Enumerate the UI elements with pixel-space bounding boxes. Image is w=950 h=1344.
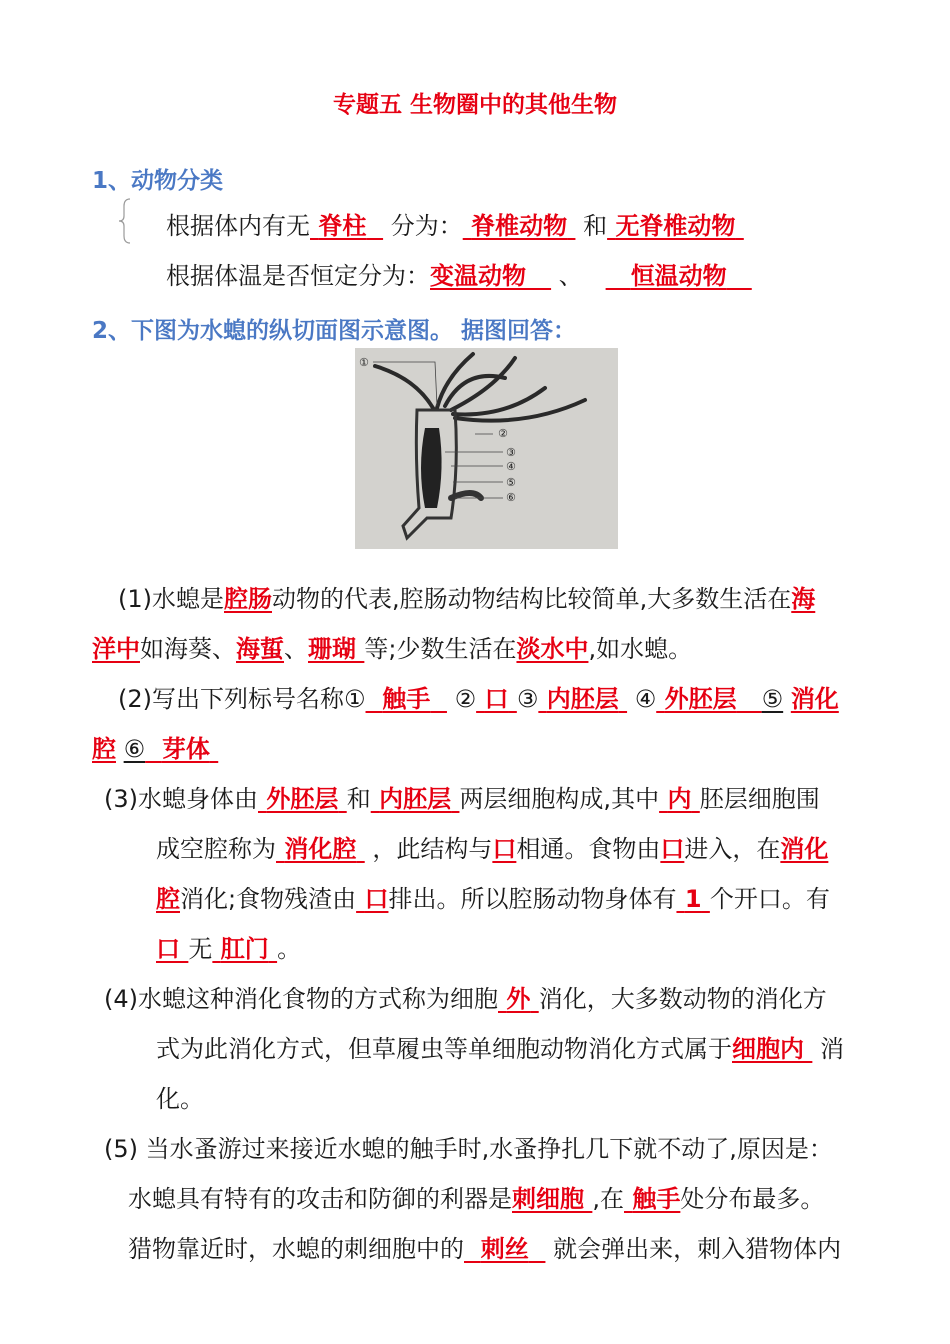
section-2-heading: 2、下图为水螅的纵切面图示意图。 据图回答： <box>92 318 577 344</box>
q3-line-4: 口 无 肛门 。 <box>156 935 302 963</box>
answer-blank: 珊瑚 <box>308 635 356 663</box>
q2-line-2: 腔 ⑥ 芽体 <box>92 734 218 764</box>
answer-blank: 内 <box>667 785 692 813</box>
answer-blank: 内胚层 <box>546 685 619 713</box>
answer-blank: 脊椎动物 <box>471 212 568 240</box>
answer-blank: 变温动物 <box>430 262 526 290</box>
answer-blank: 腔 <box>92 735 116 763</box>
q5-line-3: 猎物靠近时，水螅的刺细胞中的 刺丝 就会弹出来，刺入猎物体内 <box>128 1235 842 1263</box>
answer-blank: 海 <box>791 585 816 613</box>
answer-blank: 外胚层 <box>266 785 339 813</box>
figure-label: ① <box>359 356 369 369</box>
answer-blank: 口 <box>492 835 517 863</box>
q5-line-2: 水螅具有特有的攻击和防御的利器是刺细胞 ,在 触手处分布最多。 <box>128 1185 825 1213</box>
q4-line-3: 化。 <box>156 1085 204 1113</box>
answer-blank: 淡水中 <box>516 635 589 663</box>
answer-blank: 脊柱 <box>318 212 367 240</box>
figure-label: ③ <box>506 446 516 459</box>
answer-blank: 细胞内 <box>732 1035 804 1063</box>
page-title: 专题五 生物圈中的其他生物 <box>332 92 617 118</box>
answer-blank: 外 <box>506 985 531 1013</box>
classification-row-1: 根据体内有无 脊柱 分为： 脊椎动物 和 无脊椎动物 <box>166 211 744 241</box>
q4-line-1: (4)水螅这种消化食物的方式称为细胞 外 消化，大多数动物的消化方 <box>104 985 827 1013</box>
figure-label: ⑥ <box>506 491 516 504</box>
answer-blank: 1 <box>684 885 702 913</box>
answer-blank: 刺丝 <box>480 1235 529 1263</box>
answer-blank: 口 <box>484 685 509 713</box>
answer-blank: 刺细胞 <box>512 1185 584 1213</box>
answer-blank: 触手 <box>382 685 431 713</box>
answer-blank: 口 <box>364 885 389 913</box>
answer-blank: 恒温动物 <box>630 262 727 290</box>
q3-line-2: 成空腔称为 消化腔 ，此结构与口相通。食物由口进入，在消化 <box>156 835 829 863</box>
answer-blank: 消化 <box>780 835 829 863</box>
answer-blank: 肛门 <box>220 935 269 963</box>
hydra-diagram <box>355 348 618 549</box>
answer-blank: 内胚层 <box>379 785 452 813</box>
answer-blank: 腔肠 <box>224 585 272 613</box>
q3-line-1: (3)水螅身体由 外胚层 和 内胚层 两层细胞构成,其中 内 胚层细胞围 <box>104 785 820 813</box>
answer-blank: 触手 <box>632 1185 681 1213</box>
q3-line-3: 腔消化;食物残渣由 口排出。所以腔肠动物身体有 1 个开口。有 <box>156 885 830 913</box>
answer-blank: 无脊椎动物 <box>615 212 736 240</box>
q5-line-1: (5) 当水蚤游过来接近水螅的触手时,水蚤挣扎几下就不动了,原因是： <box>104 1135 833 1163</box>
answer-blank: 口 <box>156 935 180 963</box>
figure-label: ④ <box>506 460 516 473</box>
answer-blank: 海蜇 <box>236 635 284 663</box>
q4-line-2: 式为此消化方式，但草履虫等单细胞动物消化方式属于细胞内 消 <box>156 1035 844 1063</box>
q1-line-1: (1)水螅是腔肠动物的代表,腔肠动物结构比较简单,大多数生活在海 <box>118 585 816 613</box>
figure-label: ⑤ <box>506 476 516 489</box>
hydra-illustration <box>355 348 618 549</box>
answer-blank: 外胚层 <box>664 685 737 713</box>
answer-blank: 腔 <box>156 885 180 913</box>
answer-blank: 消化 <box>790 685 839 713</box>
figure-label: ② <box>498 427 508 440</box>
brace-icon <box>118 198 132 244</box>
q2-line-1: (2)写出下列标号名称① 触手 ② 口 ③ 内胚层 ④ 外胚层 ⑤ 消化 <box>118 685 839 713</box>
answer-blank: 消化腔 <box>284 835 357 863</box>
answer-blank: 口 <box>660 835 685 863</box>
section-1-heading: 1、动物分类 <box>92 168 224 194</box>
classification-row-2: 根据体温是否恒定分为：变温动物 、 恒温动物 <box>166 261 752 291</box>
q1-line-2: 洋中如海葵、海蜇、珊瑚 等;少数生活在淡水中,如水螅。 <box>92 635 693 663</box>
answer-blank: 洋中 <box>92 635 140 663</box>
answer-blank: 芽体 <box>161 735 210 763</box>
